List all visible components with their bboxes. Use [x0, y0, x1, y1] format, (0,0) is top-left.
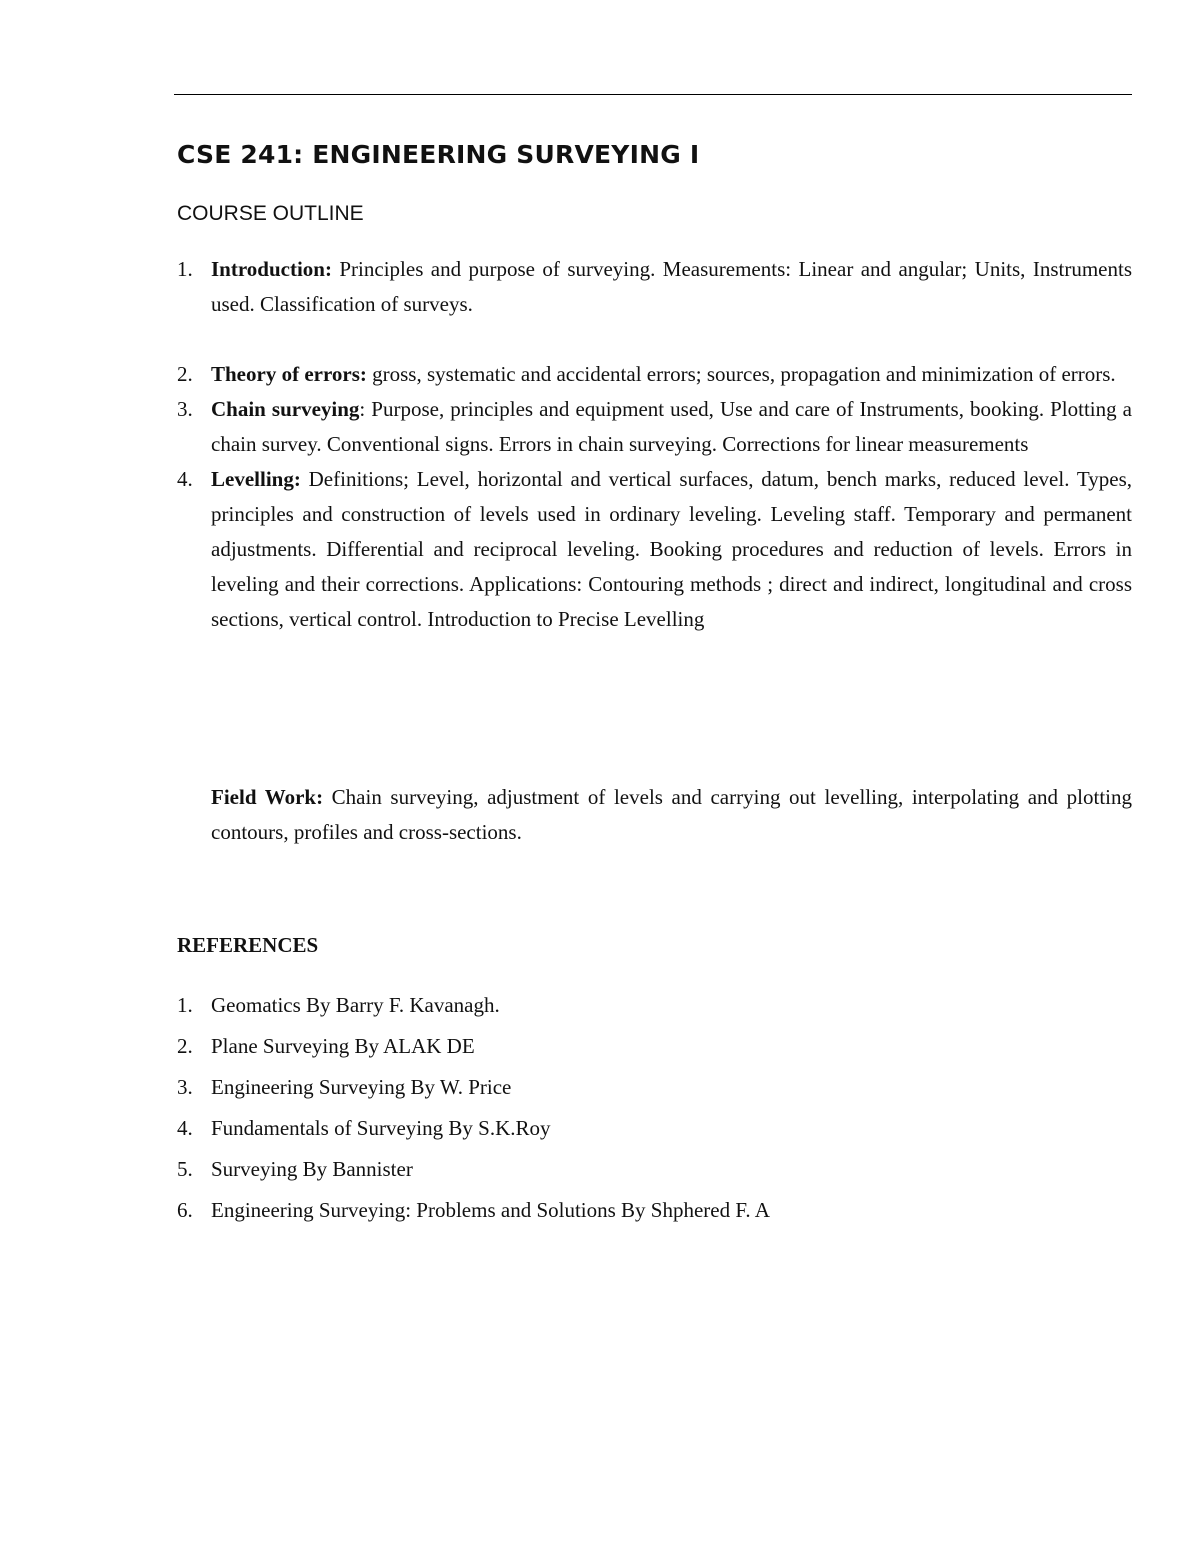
- reference-number: 1.: [177, 993, 193, 1017]
- outline-item-text: Principles and purpose of surveying. Measurements: Linear and angular; Units, Instruments used. Classification of surveys.: [211, 257, 1132, 316]
- course-outline-heading: COURSE OUTLINE: [177, 202, 364, 225]
- outline-item-chain-surveying: [177, 392, 1132, 462]
- course-outline-list: [177, 252, 1132, 637]
- outline-item-text: gross, systematic and accidental errors; sources, propagation and minimization of errors.: [366, 362, 1116, 386]
- reference-number: 6.: [177, 1198, 193, 1222]
- outline-item-term: Levelling:: [211, 467, 301, 491]
- reference-item: [177, 1149, 1132, 1190]
- field-work-paragraph: [211, 780, 1132, 850]
- reference-number: 3.: [177, 1075, 193, 1099]
- course-title: CSE 241: ENGINEERING SURVEYING I: [177, 140, 700, 169]
- outline-item-term: Chain surveying: [211, 397, 360, 421]
- outline-item-number: 3.: [177, 397, 193, 421]
- references-list: [177, 985, 1132, 1231]
- reference-item: [177, 985, 1132, 1026]
- reference-text: Fundamentals of Surveying By S.K.Roy: [211, 1116, 551, 1140]
- outline-item-text: Definitions; Level, horizontal and vertical surfaces, datum, bench marks, reduced level. Types, principles and construction of levels used in ordinary leveling. Leveling staff. Temporary and permanent adjustments. Differential and reciprocal leveling. Booking procedures and reduction of levels. Errors in leveling and their corrections. Applications: Contouring methods ; direct and indirect, longitudinal and cross sections, vertical control. Introduction to Precise Levelling: [211, 467, 1132, 631]
- reference-text: Plane Surveying By ALAK DE: [211, 1034, 475, 1058]
- reference-number: 4.: [177, 1116, 193, 1140]
- reference-item: [177, 1026, 1132, 1067]
- outline-item-number: 4.: [177, 467, 193, 491]
- outline-item-term: Theory of errors:: [211, 362, 367, 386]
- outline-item-text: : Purpose, principles and equipment used, Use and care of Instruments, booking. Plotting a chain survey. Conventional signs. Errors in chain surveying. Corrections for linear measurements: [211, 397, 1132, 456]
- references-heading: REFERENCES: [177, 933, 319, 957]
- outline-item-number: 2.: [177, 362, 193, 386]
- reference-text: Engineering Surveying: Problems and Solutions By Shphered F. A: [211, 1198, 770, 1222]
- outline-item-levelling: [177, 462, 1132, 637]
- reference-number: 2.: [177, 1034, 193, 1058]
- reference-text: Engineering Surveying By W. Price: [211, 1075, 512, 1099]
- outline-item-term: Introduction:: [211, 257, 332, 281]
- outline-item-number: 1.: [177, 257, 193, 281]
- reference-item: [177, 1190, 1132, 1231]
- field-work-term: Field Work:: [211, 785, 324, 809]
- reference-text: Surveying By Bannister: [211, 1157, 413, 1181]
- outline-item-theory-of-errors: [177, 357, 1132, 392]
- reference-number: 5.: [177, 1157, 193, 1181]
- field-work-text: Chain surveying, adjustment of levels and carrying out levelling, interpolating and plotting contours, profiles and cross-sections.: [211, 785, 1132, 844]
- outline-item-introduction: [177, 252, 1132, 322]
- reference-text: Geomatics By Barry F. Kavanagh.: [211, 993, 500, 1017]
- header-rule: [174, 94, 1132, 95]
- reference-item: [177, 1108, 1132, 1149]
- reference-item: [177, 1067, 1132, 1108]
